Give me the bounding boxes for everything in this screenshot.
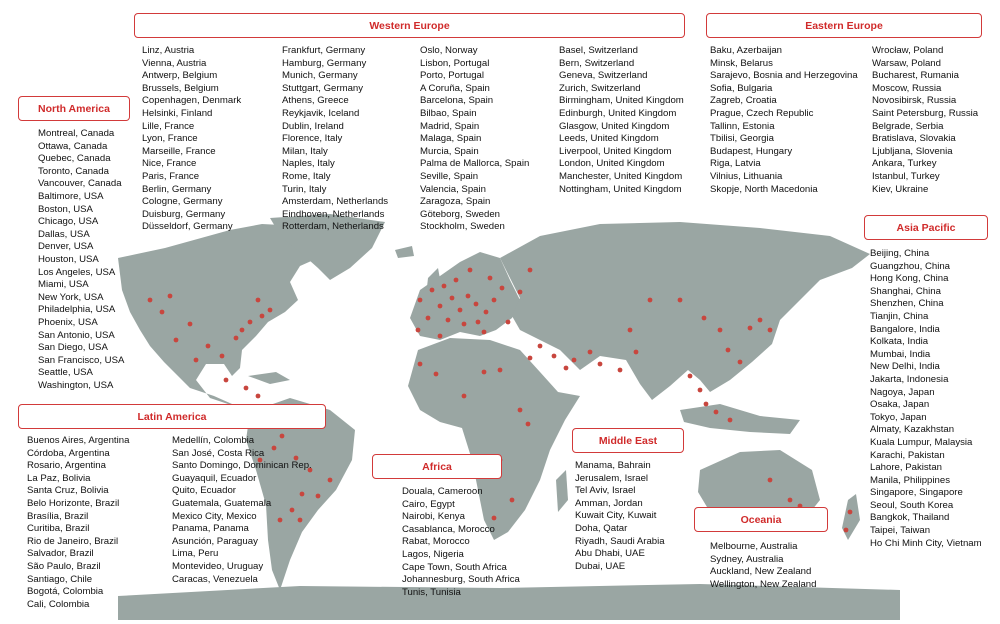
city-list-item: Bratislava, Slovakia [872, 133, 956, 145]
city-list-item: Vancouver, Canada [38, 178, 122, 190]
city-list-item: Kuwait City, Kuwait [575, 510, 657, 522]
city-list-item: Curitiba, Brazil [27, 523, 90, 535]
latin-america-title [18, 404, 326, 429]
city-list-item: Montreal, Canada [38, 128, 115, 139]
city-list-item: Santiago, Chile [27, 573, 93, 585]
city-list-item: Panama, Panama [172, 523, 249, 535]
city-list-item: Caracas, Venezuela [172, 573, 258, 585]
city-list-item: Cairo, Egypt [402, 498, 455, 510]
city-list-item: Prague, Czech Republic [710, 107, 814, 119]
city-list-item: Duisburg, Germany [142, 208, 226, 220]
city-marker [628, 328, 633, 333]
city-list-item: Córdoba, Argentina [27, 447, 110, 459]
city-list-item: Singapore, Singapore [870, 487, 963, 499]
oceania-title-text: Oceania [740, 513, 782, 526]
city-list-item: Nottingham, United Kingdom [559, 183, 682, 195]
middle-east-title-text: Middle East [598, 434, 658, 447]
city-list-item: Dallas, USA [38, 228, 90, 240]
city-list-item: Almaty, Kazakhstan [870, 424, 955, 436]
city-list-item: Lima, Peru [172, 548, 219, 560]
city-list-item: Santa Cruz, Bolivia [27, 485, 109, 497]
city-list-item: Rome, Italy [282, 170, 331, 182]
city-list-item: Chicago, USA [38, 216, 99, 228]
eastern-europe-title-text: Eastern Europe [805, 19, 883, 32]
city-list-item: Lahore, Pakistan [870, 462, 942, 474]
city-list-item: Melbourne, Australia [710, 541, 798, 552]
city-list-item: Düsseldorf, Germany [142, 221, 233, 233]
city-list-item: Lyon, France [142, 133, 198, 145]
city-list-item: Kolkata, India [870, 336, 929, 348]
city-list-item: Santo Domingo, Dominican Rep. [172, 460, 312, 472]
north-america-title [18, 96, 130, 121]
city-list-item: Ottawa, Canada [38, 140, 108, 152]
city-marker [598, 362, 603, 367]
city-marker [438, 304, 443, 309]
city-list-item: Turin, Italy [282, 183, 327, 195]
city-list-item: Baltimore, USA [38, 190, 104, 202]
city-marker [528, 268, 533, 273]
city-list-item: San Antonio, USA [38, 329, 115, 341]
city-marker [492, 298, 497, 303]
city-list-item: Salvador, Brazil [27, 548, 94, 560]
city-list-item: Buenos Aires, Argentina [27, 435, 130, 446]
city-list-item: Osaka, Japan [870, 399, 930, 411]
city-list-item: Zurich, Switzerland [559, 82, 641, 94]
city-marker [476, 320, 481, 325]
city-list-item: Boston, USA [38, 203, 93, 215]
city-list-item: Philadelphia, USA [38, 304, 116, 316]
city-list-item: Los Angeles, USA [38, 266, 116, 278]
city-marker [418, 298, 423, 303]
new-zealand-landmass [842, 494, 860, 540]
western-europe-column-3 [420, 45, 529, 234]
city-marker [248, 320, 253, 325]
city-list-item: Wrocław, Poland [872, 45, 944, 56]
city-list-item: Guatemala, Guatemala [172, 497, 272, 509]
city-marker [174, 338, 179, 343]
city-marker [714, 410, 719, 415]
city-list-item: Ho Chi Minh City, Vietnam [870, 537, 982, 549]
city-list-item: Riga, Latvia [710, 158, 761, 170]
city-list-item: Asunción, Paraguay [172, 535, 258, 547]
city-list-item: Auckland, New Zealand [710, 566, 812, 578]
city-list-item: Malaga, Spain [420, 133, 482, 145]
city-list-item: Minsk, Belarus [710, 57, 773, 69]
city-list-item: Dubai, UAE [575, 560, 626, 572]
city-list-item: Rotterdam, Netherlands [282, 221, 384, 233]
city-list-item: Toronto, Canada [38, 165, 109, 177]
north-america-landmass [118, 224, 330, 412]
city-marker [572, 358, 577, 363]
city-marker [450, 296, 455, 301]
north-america-column [38, 128, 124, 392]
city-list-item: Palma de Mallorca, Spain [420, 158, 530, 170]
city-list-item: Nairobi, Kenya [402, 511, 465, 523]
city-list-item: Helsinki, Finland [142, 107, 213, 119]
city-marker [718, 328, 723, 333]
city-list-item: Manchester, United Kingdom [559, 170, 683, 182]
city-list-item: Bangalore, India [870, 323, 940, 335]
city-list-item: Amman, Jordan [575, 497, 643, 509]
city-list-item: Bangkok, Thailand [870, 512, 950, 524]
city-list-item: Paris, France [142, 170, 200, 182]
city-list-item: Jerusalem, Israel [575, 472, 649, 484]
city-list-item: Tokyo, Japan [870, 411, 927, 423]
city-list-item: Cali, Colombia [27, 598, 90, 610]
city-list-item: Berlin, Germany [142, 183, 212, 195]
city-marker [256, 394, 261, 399]
caribbean-landmass [248, 372, 290, 384]
city-list-item: São Paulo, Brazil [27, 560, 101, 572]
city-list-item: Valencia, Spain [420, 183, 486, 195]
city-marker [224, 378, 229, 383]
city-list-item: Tianjin, China [870, 310, 929, 322]
city-list-item: Guangzhou, China [870, 260, 951, 272]
city-list-item: Moscow, Russia [872, 82, 942, 94]
city-marker [316, 494, 321, 499]
city-marker [728, 418, 733, 423]
city-marker [462, 394, 467, 399]
western-europe-title-text: Western Europe [369, 19, 450, 32]
western-europe-column-1 [142, 45, 241, 234]
city-list-item: Tbilisi, Georgia [710, 133, 774, 145]
city-list-item: Baku, Azerbaijan [710, 45, 782, 56]
city-list-item: Miami, USA [38, 279, 89, 291]
asia-landmass [500, 222, 870, 400]
city-marker [788, 498, 793, 503]
city-list-item: Manama, Bahrain [575, 460, 651, 471]
city-list-item: Bucharest, Rumania [872, 70, 959, 82]
city-marker [678, 298, 683, 303]
city-marker [474, 302, 479, 307]
city-marker [758, 318, 763, 323]
city-list-item: Brussels, Belgium [142, 82, 219, 94]
city-marker [500, 286, 505, 291]
city-marker [564, 366, 569, 371]
city-list-item: Stockholm, Sweden [420, 221, 505, 233]
city-list-item: Marseille, France [142, 145, 216, 157]
city-list-item: Sydney, Australia [710, 553, 784, 565]
city-marker [552, 354, 557, 359]
city-list-item: Birmingham, United Kingdom [559, 95, 684, 107]
western-europe-title [134, 13, 685, 38]
city-list-item: Cape Town, South Africa [402, 561, 507, 573]
city-marker [462, 322, 467, 327]
city-list-item: Göteborg, Sweden [420, 208, 501, 220]
city-list-item: New Delhi, India [870, 361, 940, 373]
city-list-item: Istanbul, Turkey [872, 170, 940, 182]
city-list-item: Montevideo, Uruguay [172, 560, 264, 572]
city-list-item: Antwerp, Belgium [142, 70, 218, 82]
city-list-item: Geneva, Switzerland [559, 70, 648, 82]
city-list-item: Amsterdam, Netherlands [282, 196, 389, 208]
city-list-item: Cologne, Germany [142, 196, 223, 208]
city-list-item: Johannesburg, South Africa [402, 574, 520, 586]
city-marker [634, 350, 639, 355]
city-list-item: Madrid, Spain [420, 120, 480, 132]
city-list-item: Quito, Ecuador [172, 485, 236, 497]
city-list-item: Reykjavik, Iceland [282, 107, 360, 119]
city-marker [488, 276, 493, 281]
city-marker [160, 310, 165, 315]
city-marker [482, 370, 487, 375]
eastern-europe-column-2 [872, 45, 978, 196]
city-marker [446, 318, 451, 323]
city-list-item: Porto, Portugal [420, 70, 484, 82]
city-list-item: Rosario, Argentina [27, 460, 106, 472]
latin-america-column-1 [27, 435, 129, 611]
city-list-item: Kuala Lumpur, Malaysia [870, 436, 973, 448]
city-list-item: Zaragoza, Spain [420, 196, 491, 208]
city-marker [768, 478, 773, 483]
city-marker [702, 316, 707, 321]
africa-title-text: Africa [422, 460, 452, 473]
city-list-item: Stuttgart, Germany [282, 82, 364, 94]
city-marker [698, 388, 703, 393]
city-list-item: Shenzhen, China [870, 298, 944, 310]
southeast-asia-islands [680, 404, 800, 434]
city-list-item: Bilbao, Spain [420, 107, 477, 119]
city-marker [220, 354, 225, 359]
city-list-item: Ankara, Turkey [872, 158, 937, 170]
city-list-item: Vilnius, Lithuania [710, 170, 783, 182]
city-list-item: Denver, USA [38, 241, 94, 253]
city-marker [726, 348, 731, 353]
city-list-item: Naples, Italy [282, 158, 335, 170]
city-list-item: Jakarta, Indonesia [870, 373, 949, 385]
city-marker [688, 374, 693, 379]
city-marker [426, 316, 431, 321]
city-list-item: Milan, Italy [282, 145, 328, 157]
asia-pacific-title [864, 215, 988, 240]
city-list-item: Shanghai, China [870, 285, 941, 297]
city-list-item: Rio de Janeiro, Brazil [27, 535, 119, 547]
city-marker [188, 322, 193, 327]
city-marker [538, 344, 543, 349]
city-list-item: Hong Kong, China [870, 273, 949, 285]
city-marker [484, 310, 489, 315]
city-marker [430, 288, 435, 293]
western-europe-column-2 [282, 45, 388, 234]
city-list-item: Belgrade, Serbia [872, 120, 944, 132]
city-list-item: Beijing, China [870, 248, 930, 259]
city-list-item: Lisbon, Portugal [420, 57, 490, 69]
western-europe-column-4 [559, 45, 684, 196]
city-list-item: Douala, Cameroon [402, 486, 483, 497]
city-marker [848, 510, 853, 515]
latin-america-title-text: Latin America [137, 410, 207, 423]
city-list-item: Wellington, New Zealand [710, 578, 817, 590]
city-list-item: Manila, Philippines [870, 474, 950, 486]
africa-title [372, 454, 502, 479]
city-list-item: Seville, Spain [420, 170, 479, 182]
city-marker [418, 362, 423, 367]
city-list-item: Edinburgh, United Kingdom [559, 107, 677, 119]
city-list-item: Tunis, Tunisia [402, 586, 461, 598]
city-marker [256, 298, 261, 303]
city-list-item: La Paz, Bolivia [27, 472, 91, 484]
city-marker [518, 408, 523, 413]
north-america-title-text: North America [38, 102, 110, 115]
city-list-item: Sarajevo, Bosnia and Herzegovina [710, 70, 858, 82]
city-marker [588, 350, 593, 355]
city-marker [328, 478, 333, 483]
city-list-item: Mexico City, Mexico [172, 510, 257, 522]
city-list-item: Riyadh, Saudi Arabia [575, 535, 665, 547]
city-list-item: Sofia, Bulgaria [710, 82, 773, 94]
oceania-title [694, 507, 828, 532]
city-marker [482, 330, 487, 335]
city-list-item: Medellín, Colombia [172, 435, 255, 446]
city-list-item: Murcia, Spain [420, 145, 479, 157]
city-list-item: A Coruña, Spain [420, 82, 490, 94]
city-list-item: Mumbai, India [870, 348, 931, 360]
city-list-item: Leeds, United Kingdom [559, 133, 659, 145]
eastern-europe-column-1 [710, 45, 858, 196]
city-list-item: New York, USA [38, 291, 104, 303]
city-list-item: Novosibirsk, Russia [872, 95, 957, 107]
city-list-item: Tel Aviv, Israel [575, 485, 636, 497]
asia-pacific-column [870, 248, 982, 550]
city-list-item: Saint Petersburg, Russia [872, 107, 979, 119]
middle-east-column [575, 460, 665, 573]
city-list-item: Bogotá, Colombia [27, 586, 104, 598]
city-marker [498, 368, 503, 373]
city-list-item: Zagreb, Croatia [710, 95, 777, 107]
city-list-item: Kiev, Ukraine [872, 183, 929, 195]
city-list-item: Guayaquil, Ecuador [172, 472, 257, 484]
city-list-item: Lille, France [142, 120, 195, 132]
city-list-item: Taipei, Taiwan [870, 525, 931, 537]
city-list-item: Skopje, North Macedonia [710, 183, 818, 195]
city-list-item: Munich, Germany [282, 70, 358, 82]
city-marker [466, 294, 471, 299]
city-list-item: Bern, Switzerland [559, 57, 635, 69]
city-list-item: Seoul, South Korea [870, 499, 954, 511]
city-list-item: Casablanca, Morocco [402, 523, 495, 535]
city-marker [518, 290, 523, 295]
city-marker [748, 326, 753, 331]
city-list-item: San Diego, USA [38, 342, 108, 354]
city-list-item: Barcelona, Spain [420, 95, 494, 107]
city-list-item: Doha, Qatar [575, 522, 628, 534]
city-list-item: Warsaw, Poland [872, 57, 941, 69]
city-marker [526, 422, 531, 427]
city-marker [148, 298, 153, 303]
city-marker [268, 308, 273, 313]
city-marker [648, 298, 653, 303]
city-list-item: San José, Costa Rica [172, 447, 265, 459]
city-list-item: Houston, USA [38, 253, 99, 265]
city-marker [206, 344, 211, 349]
city-list-item: Vienna, Austria [142, 57, 207, 69]
city-list-item: Copenhagen, Denmark [142, 95, 242, 107]
city-list-item: Florence, Italy [282, 133, 343, 145]
city-list-item: Hamburg, Germany [282, 57, 367, 69]
city-list-item: Quebec, Canada [38, 153, 111, 165]
city-list-item: Nice, France [142, 158, 197, 170]
city-list-item: Rabat, Morocco [402, 536, 470, 548]
city-list-item: Eindhoven, Netherlands [282, 208, 385, 220]
city-marker [240, 328, 245, 333]
middle-east-title [572, 428, 684, 453]
city-marker [168, 294, 173, 299]
city-list-item: Frankfurt, Germany [282, 45, 366, 56]
city-list-item: Ljubljana, Slovenia [872, 145, 953, 157]
city-list-item: Oslo, Norway [420, 45, 478, 56]
city-list-item: Glasgow, United Kingdom [559, 120, 670, 132]
city-marker [506, 320, 511, 325]
city-marker [416, 328, 421, 333]
city-marker [738, 360, 743, 365]
city-list-item: Budapest, Hungary [710, 145, 793, 157]
city-list-item: Dublin, Ireland [282, 120, 344, 132]
asia-pacific-title-text: Asia Pacific [896, 221, 956, 234]
city-marker [442, 284, 447, 289]
city-marker [434, 372, 439, 377]
eastern-europe-title [706, 13, 982, 38]
city-marker [844, 528, 849, 533]
city-marker [768, 328, 773, 333]
city-list-item: Brasília, Brazil [27, 510, 89, 522]
city-marker [234, 336, 239, 341]
city-list-item: Abu Dhabi, UAE [575, 548, 645, 560]
city-list-item: Liverpool, United Kingdom [559, 145, 672, 157]
madagascar-landmass [556, 470, 568, 512]
city-list-item: Phoenix, USA [38, 316, 98, 328]
city-list-item: Linz, Austria [142, 45, 195, 56]
city-marker [194, 358, 199, 363]
city-marker [454, 278, 459, 283]
city-marker [618, 368, 623, 373]
city-marker [438, 334, 443, 339]
city-marker [528, 356, 533, 361]
africa-column [402, 486, 520, 599]
city-list-item: Karachi, Pakistan [870, 449, 945, 461]
oceania-column [710, 541, 816, 591]
city-list-item: Seattle, USA [38, 367, 93, 379]
city-list-item: Lagos, Nigeria [402, 548, 464, 560]
city-marker [260, 314, 265, 319]
city-list-item: Washington, USA [38, 379, 114, 391]
city-list-item: San Francisco, USA [38, 354, 125, 366]
city-list-item: Belo Horizonte, Brazil [27, 497, 120, 509]
city-marker [244, 386, 249, 391]
city-list-item: Nagoya, Japan [870, 386, 935, 398]
city-marker [704, 402, 709, 407]
city-list-item: Basel, Switzerland [559, 45, 638, 56]
city-list-item: Athens, Greece [282, 95, 349, 107]
city-list-item: London, United Kingdom [559, 158, 665, 170]
latin-america-column-2 [172, 435, 312, 586]
city-marker [458, 308, 463, 313]
iceland-landmass [395, 246, 414, 258]
city-list-item: Tallinn, Estonia [710, 120, 775, 132]
city-marker [468, 268, 473, 273]
